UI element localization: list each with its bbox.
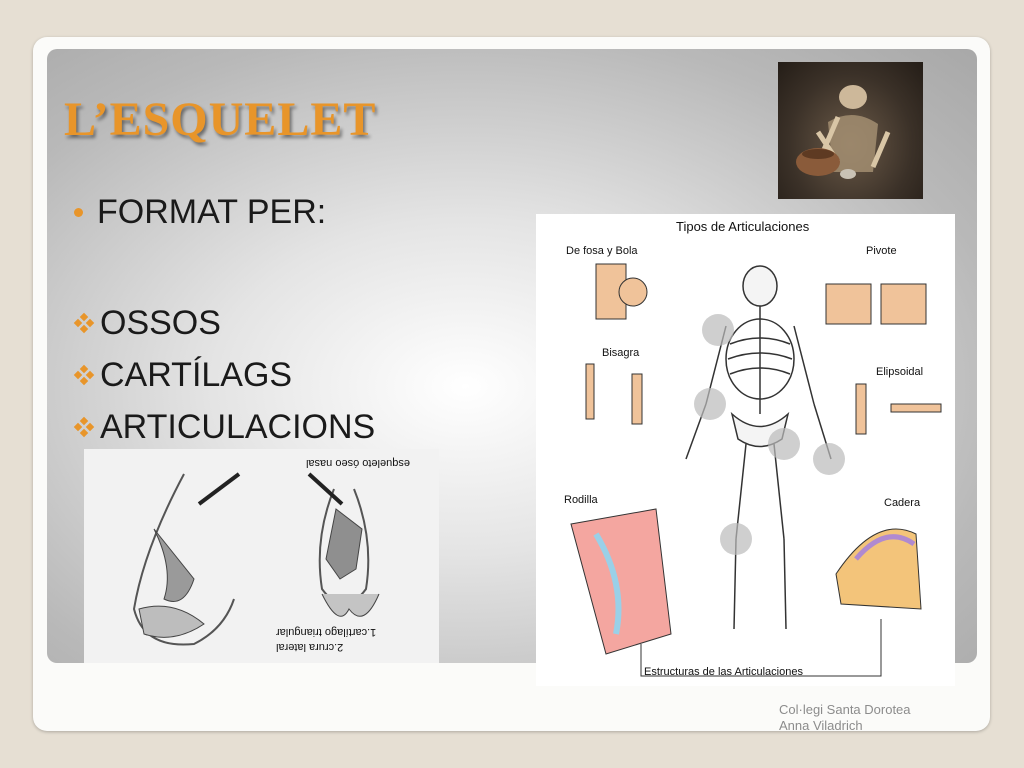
slide-title: L’ESQUELET <box>64 93 377 146</box>
label-ball-joint: De fosa y Bola <box>566 245 638 257</box>
component-list <box>74 297 375 453</box>
diagram-caption: Estructuras de las Articulaciones <box>644 666 803 678</box>
diamond-bullet-icon <box>74 313 94 333</box>
diamond-bullet-icon <box>74 365 94 385</box>
intro-bullet <box>74 193 326 232</box>
footer-author: Anna Viladrich <box>779 718 863 733</box>
list-item-text: OSSOS <box>100 303 221 342</box>
list-item-text: CARTÍLAGS <box>100 355 293 394</box>
nose-cartilage-figure <box>84 449 439 663</box>
skeleton-illustration <box>536 214 955 686</box>
joints-diagram <box>536 214 955 686</box>
nose-illustration <box>84 449 439 663</box>
label-pivot-joint: Pivote <box>866 245 897 257</box>
list-item <box>74 297 375 349</box>
list-item <box>74 349 375 401</box>
footer-school: Col·legi Santa Dorotea <box>779 702 911 717</box>
nose-bottom-label-1: 1.cartílago triangular <box>276 626 377 638</box>
diamond-bullet-icon <box>74 417 94 437</box>
label-knee: Rodilla <box>564 494 598 506</box>
label-hinge-joint: Bisagra <box>602 347 640 359</box>
label-ellipsoid-joint: Elipsoidal <box>876 366 924 378</box>
list-item-text: ARTICULACIONS <box>100 407 376 446</box>
slide-footer <box>779 702 911 734</box>
list-item <box>74 401 375 453</box>
intro-text: FORMAT PER: <box>97 193 327 231</box>
skeleton-photo-art <box>778 62 923 199</box>
nose-top-label: esqueleto óseo nasal <box>306 457 410 469</box>
nose-bottom-label-2: 2.crura lateral <box>276 641 344 653</box>
diagram-title: Tipos de Articulaciones <box>676 219 810 234</box>
skeleton-photo <box>778 62 923 199</box>
label-hip: Cadera <box>884 497 921 509</box>
bullet-dot-icon <box>74 208 83 217</box>
